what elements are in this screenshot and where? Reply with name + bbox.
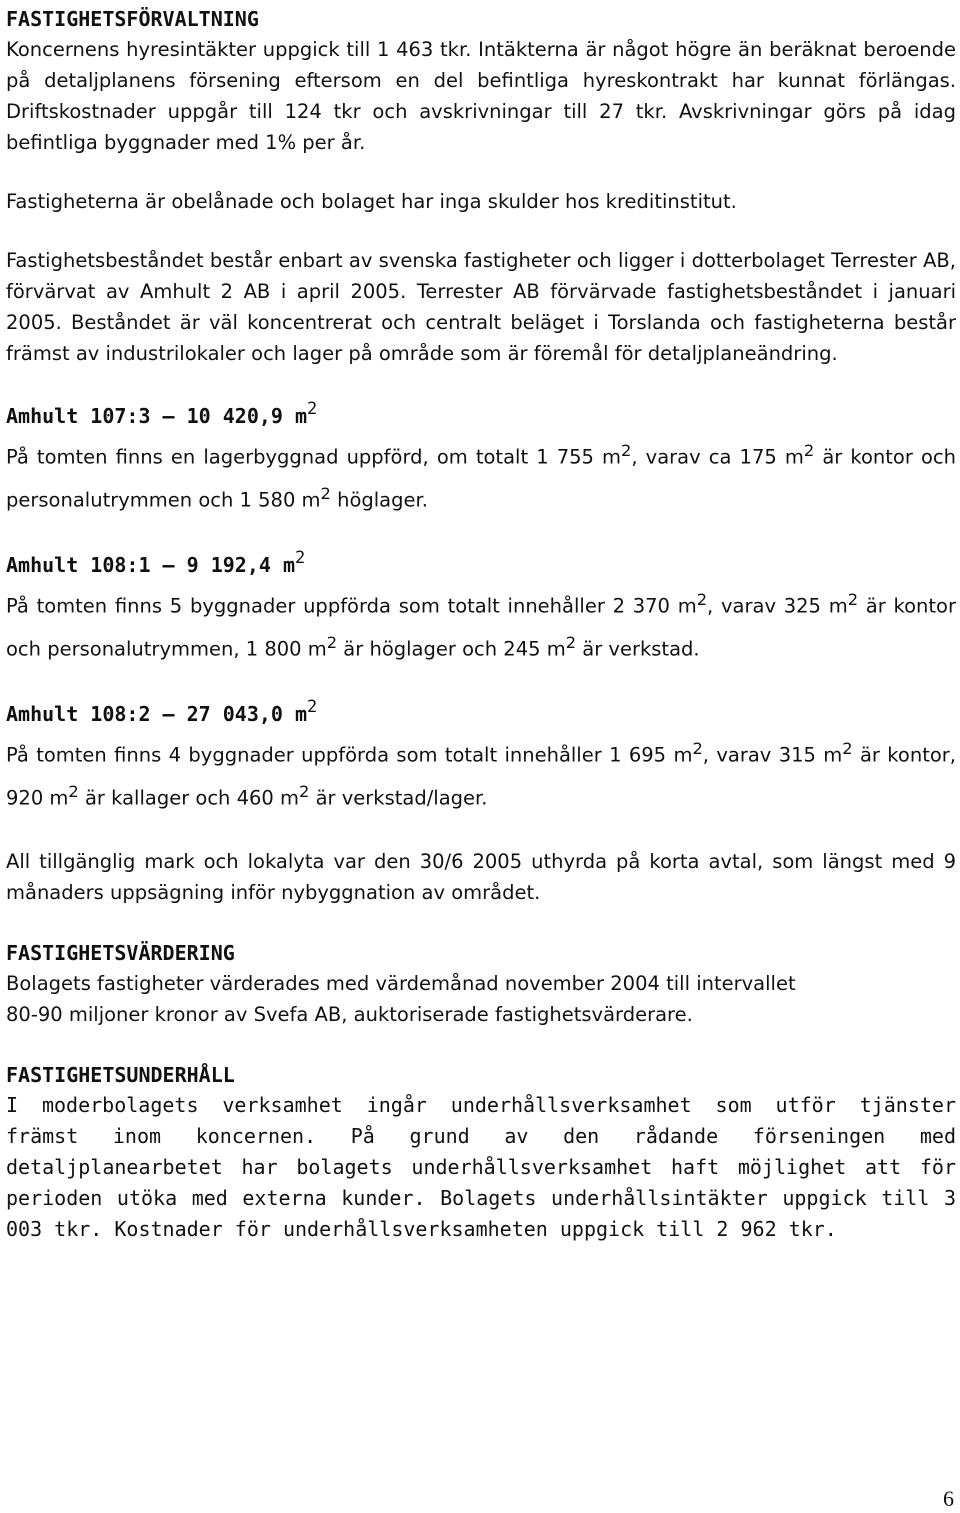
vardering-line-1: Bolagets fastigheter värderades med värdemånad november 2004 till intervallet: [6, 972, 796, 995]
property-title: Amhult 107:3 — 10 420,9 $m^2$: [6, 399, 318, 428]
document-page: [6, 4, 956, 1245]
vardering-line-2: 80-90 miljoner kronor av Svefa AB, auktoriserade fastighetsvärderare.: [6, 1003, 693, 1026]
section-heading-vardering: FASTIGHETSVÄRDERING: [6, 941, 235, 965]
property-title: Amhult 108:1 — 9 192,4 $m^2$: [6, 548, 306, 577]
spacer: [6, 1030, 956, 1060]
property-description: På tomten finns en lagerbyggnad uppförd, om totalt 1 755 $m^2$, varav ca 175 $m^2$ är kontor och personalutrymmen och 1 580 $m^2$ höglager.: [6, 441, 956, 511]
section-heading-forvaltning: FASTIGHETSFÖRVALTNING: [6, 7, 259, 31]
section-heading-underhall: FASTIGHETSUNDERHÅLL: [6, 1063, 235, 1087]
property-block-amhult-108-1: [6, 548, 956, 667]
spacer: [6, 908, 956, 938]
forvaltning-paragraph-2: Fastigheterna är obelånade och bolaget har inga skulder hos kreditinstitut.: [6, 190, 737, 213]
property-title: Amhult 108:2 — 27 043,0 $m^2$: [6, 697, 318, 726]
spacer: [6, 518, 956, 548]
forvaltning-paragraph-3: Fastighetsbeståndet består enbart av svenska fastigheter och ligger i dotterbolaget Terrester AB, förvärvat av Amhult 2 AB i april 2005. Terrester AB förvärvade fastighetsbeståndet i januari 2005. Beståndet är väl koncentrerat och centralt beläget i Torslanda och fastigheterna består främst av industrilokaler och lager på område som är föremål för detaljplaneändring.: [6, 249, 956, 365]
spacer: [6, 667, 956, 697]
property-block-amhult-108-2: [6, 697, 956, 816]
mark-paragraph: All tillgänglig mark och lokalyta var den 30/6 2005 uthyrda på korta avtal, som längst med 9 månaders uppsägning inför nybyggnation av området.: [6, 850, 956, 904]
page-number: 6: [943, 1486, 954, 1511]
spacer: [6, 217, 956, 245]
spacer: [6, 816, 956, 846]
forvaltning-paragraph-1: Koncernens hyresintäkter uppgick till 1 463 tkr. Intäkterna är något högre än beräknat beroende på detaljplanens försening eftersom en del befintliga hyreskontrakt har kunnat förlängas. Driftskostnader uppgår till 124 tkr och avskrivningar till 27 tkr. Avskrivningar görs på idag befintliga byggnader med 1% per år.: [6, 38, 956, 154]
spacer: [6, 369, 956, 399]
spacer: [6, 158, 956, 186]
property-block-amhult-107-3: [6, 399, 956, 518]
underhall-paragraph: I moderbolagets verksamhet ingår underhållsverksamhet som utför tjänster främst inom koncernen. På grund av den rådande förseningen med detaljplanearbetet har bolagets underhållsverksamhet haft möjlighet att för perioden utöka med externa kunder. Bolagets underhållsintäkter uppgick till 3 003 tkr. Kostnader för underhållsverksamheten uppgick till 2 962 tkr.: [6, 1093, 956, 1241]
property-description: På tomten finns 5 byggnader uppförda som totalt innehåller 2 370 $m^2$, varav 325 $m^2$ är kontor och personalutrymmen, 1 800 $m^2$ är höglager och 245 $m^2$ är verkstad.: [6, 590, 956, 660]
property-description: På tomten finns 4 byggnader uppförda som totalt innehåller 1 695 $m^2$, varav 315 $m^2$ är kontor, 920 $m^2$ är kallager och 460 $m^2$ är verkstad/lager.: [6, 739, 956, 809]
